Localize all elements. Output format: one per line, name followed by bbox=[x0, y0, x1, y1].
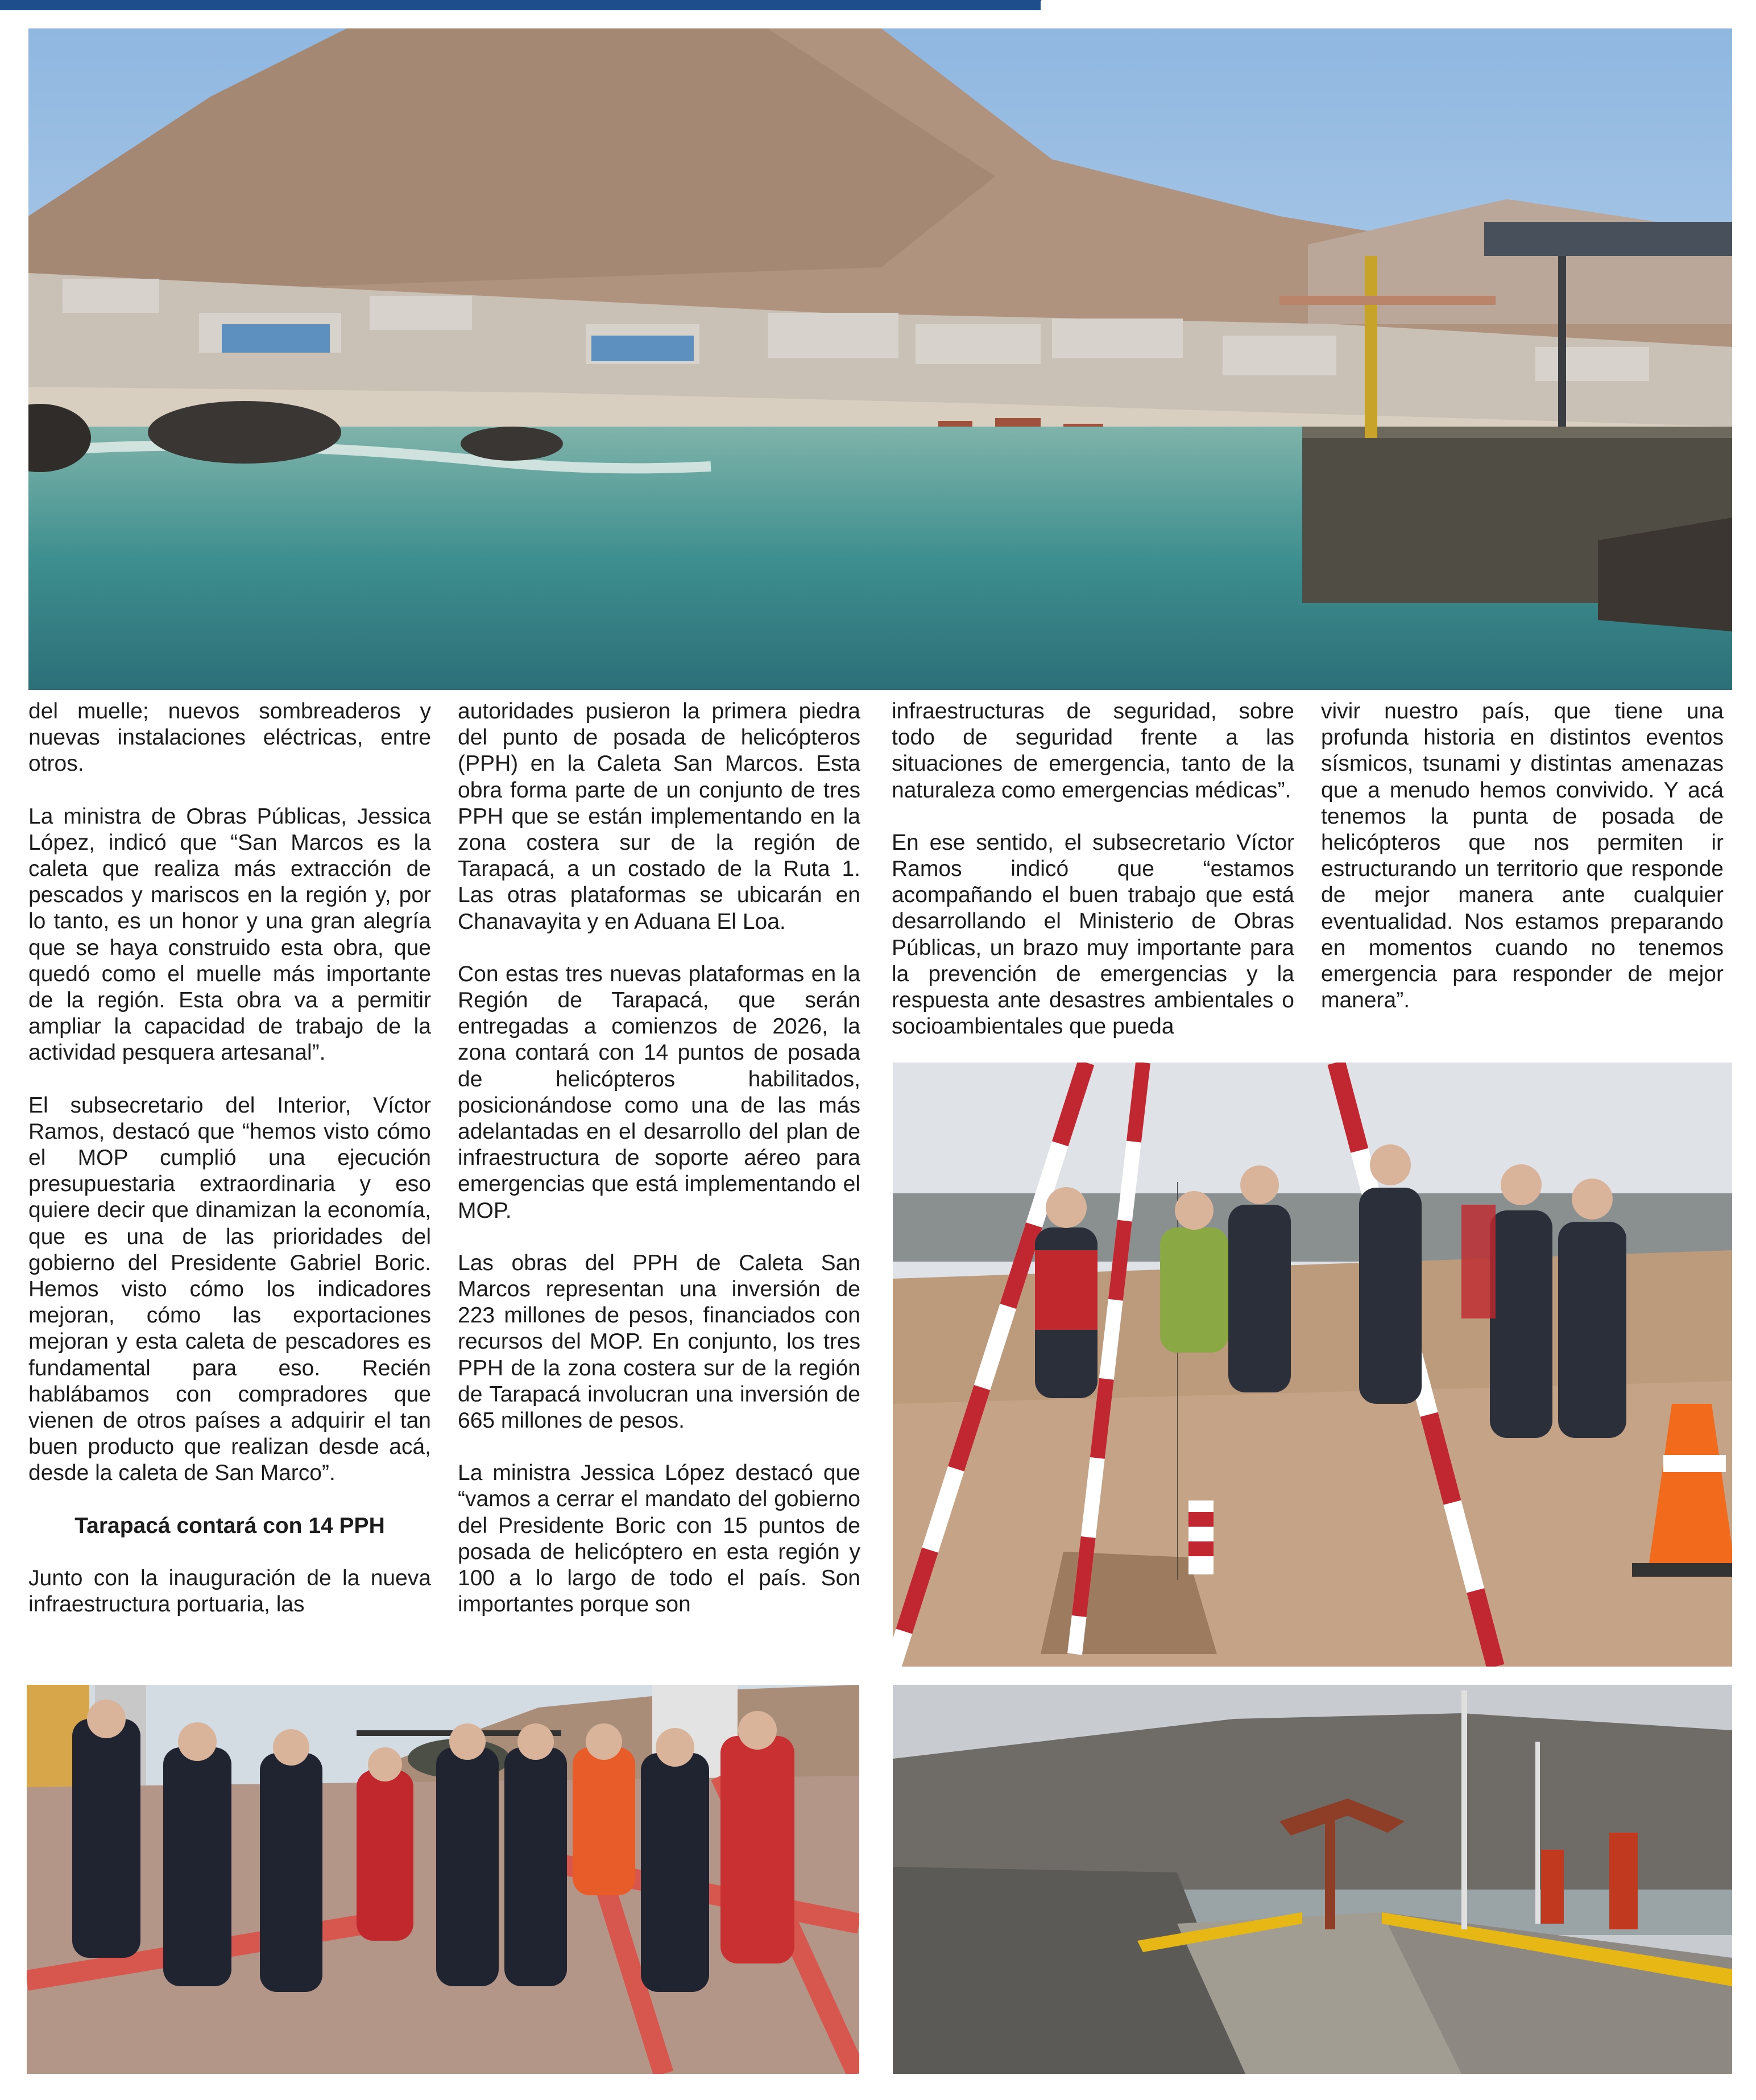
paragraph: vivir nuestro país, que tiene una profunda historia en distintos eventos sísmicos, tsunami y distintas amenazas que a menudo hemos convivido. Y acá tenemos la punta de posada de helicópteros que nos permiten ir estructurando un territorio que responde de mejor manera ante cualquier eventualidad. Nos estamos preparando en momentos cuando no tenemos emergencia para responder de mejor manera”. bbox=[1321, 699, 1724, 1013]
paragraph: Con estas tres nuevas plataformas en la Región de Tarapacá, que serán entregadas a comienzos de 2026, la zona contará con 14 puntos de posada de helicópteros habilitados, posicionándose como una de las más adelantadas en el desarrollo del plan de infraestructura de soporte aéreo para emergencias que está implementando el MOP. bbox=[458, 961, 860, 1223]
photo-first-stone-ceremony bbox=[893, 1063, 1732, 1667]
paragraph: El subsecretario del Interior, Víctor Ramos, destacó que “hemos visto cómo el MOP cumplió una ejecución presupuestaria extraordinaria y eso quiere decir que dinamizan la economía, que es una de las prioridades del gobierno del Presidente Gabriel Boric. Hemos visto cómo los indicadores mejoran, cómo las exportaciones mejoran y esta caleta de pescadores es fundamental para eso. Recién hablábamos con compradores que vienen de otros países a adquirir el tan buen producto que realizan desde acá, desde la caleta de San Marco”. bbox=[28, 1093, 431, 1486]
paragraph: autoridades pusieron la primera piedra del punto de posada de helicópteros (PPH) en la Caleta San Marcos. Esta obra forma parte de un conjunto de tres PPH que se están implementando en la zona costera sur de la región de Tarapacá, a un costado de la Ruta 1. Las otras plataformas se ubicarán en Chanavayita y en Aduana El Loa. bbox=[458, 699, 860, 934]
paragraph: La ministra Jessica López destacó que “vamos a cerrar el mandato del gobierno del Presidente Boric con 15 puntos de posada de helicóptero en esta región y 100 a lo largo de todo el país. Son importantes porque son bbox=[458, 1461, 860, 1617]
header-accent-bar bbox=[0, 0, 1041, 10]
article-column-2 bbox=[458, 698, 860, 1643]
article-column-1 bbox=[28, 698, 431, 1643]
paragraph: infraestructuras de seguridad, sobre todo de seguridad frente a las situaciones de emergencia, tanto de la naturaleza como emergencias médicas”. bbox=[892, 699, 1294, 803]
article-column-3 bbox=[892, 698, 1294, 1051]
photo-caleta-san-marcos bbox=[28, 28, 1732, 690]
article-column-4 bbox=[1321, 698, 1724, 1051]
paragraph: Las obras del PPH de Caleta San Marcos representan una inversión de 223 millones de pesos, financiados con recursos del MOP. En conjunto, los tres PPH de la zona costera sur de la región de Tarapacá involucran una inversión de 665 millones de pesos. bbox=[458, 1250, 860, 1433]
paragraph: En ese sentido, el subsecretario Víctor Ramos indicó que “estamos acompañando el buen trabajo que está desarrollando el Ministerio de Obras Públicas, un brazo muy importante para la prevención de emergencias y la respuesta ante desastres ambientales o socioambientales que pueda bbox=[892, 830, 1294, 1039]
paragraph: del muelle; nuevos sombreaderos y nuevas instalaciones eléctricas, entre otros. bbox=[28, 699, 431, 776]
photo-authorities-helipad bbox=[27, 1685, 859, 2074]
subheading-tarapaca: Tarapacá contará con 14 PPH bbox=[74, 1513, 385, 1538]
header-accent-bar-edge bbox=[1029, 0, 1042, 10]
photo-new-pier bbox=[893, 1685, 1732, 2074]
paragraph: La ministra de Obras Públicas, Jessica López, indicó que “San Marcos es la caleta que realiza más extracción de pescados y mariscos en la región y, por lo tanto, es un honor y una gran alegría que se haya construido esta obra, que quedó como el muelle más importante de la región. Esta obra va a permitir ampliar la capacidad de trabajo de la actividad pesquera artesanal”. bbox=[28, 804, 431, 1065]
paragraph: Junto con la inauguración de la nueva infraestructura portuaria, las bbox=[28, 1565, 431, 1617]
